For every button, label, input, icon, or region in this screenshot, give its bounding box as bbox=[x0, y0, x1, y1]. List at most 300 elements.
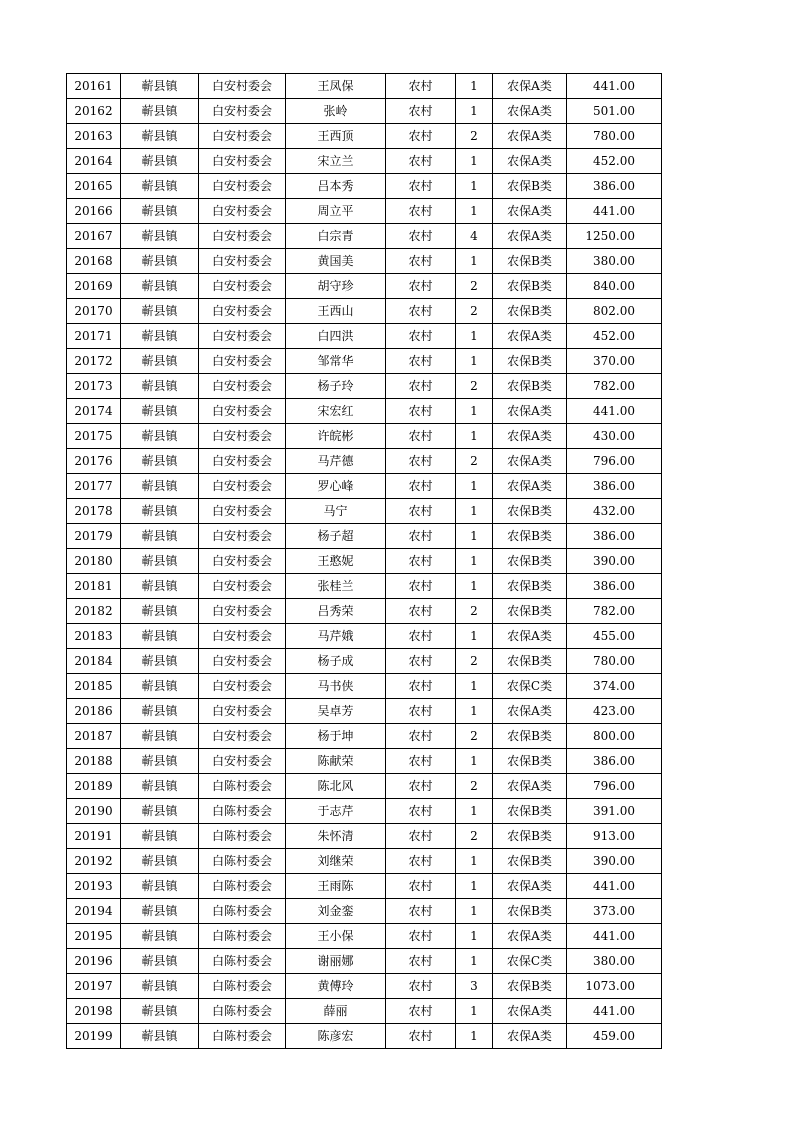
cell-category: 农保A类 bbox=[493, 424, 567, 449]
cell-count: 1 bbox=[456, 474, 493, 499]
cell-name: 杨子成 bbox=[286, 649, 386, 674]
cell-count: 1 bbox=[456, 799, 493, 824]
cell-amount: 386.00 bbox=[567, 474, 662, 499]
cell-category: 农保A类 bbox=[493, 924, 567, 949]
cell-count: 1 bbox=[456, 349, 493, 374]
cell-area: 农村 bbox=[386, 324, 456, 349]
cell-village: 白陈村委会 bbox=[199, 899, 286, 924]
cell-name: 胡守珍 bbox=[286, 274, 386, 299]
cell-town: 蕲县镇 bbox=[121, 349, 199, 374]
cell-count: 1 bbox=[456, 174, 493, 199]
table-row bbox=[67, 949, 662, 974]
cell-id: 20193 bbox=[67, 874, 121, 899]
cell-category: 农保A类 bbox=[493, 449, 567, 474]
cell-category: 农保A类 bbox=[493, 399, 567, 424]
cell-village: 白安村委会 bbox=[199, 424, 286, 449]
cell-village: 白安村委会 bbox=[199, 549, 286, 574]
cell-town: 蕲县镇 bbox=[121, 124, 199, 149]
cell-id: 20195 bbox=[67, 924, 121, 949]
table-row bbox=[67, 374, 662, 399]
cell-town: 蕲县镇 bbox=[121, 949, 199, 974]
cell-id: 20163 bbox=[67, 124, 121, 149]
cell-town: 蕲县镇 bbox=[121, 324, 199, 349]
cell-id: 20186 bbox=[67, 699, 121, 724]
cell-area: 农村 bbox=[386, 249, 456, 274]
cell-name: 白四洪 bbox=[286, 324, 386, 349]
cell-amount: 441.00 bbox=[567, 874, 662, 899]
cell-category: 农保A类 bbox=[493, 149, 567, 174]
cell-area: 农村 bbox=[386, 99, 456, 124]
cell-village: 白陈村委会 bbox=[199, 924, 286, 949]
cell-area: 农村 bbox=[386, 924, 456, 949]
cell-amount: 386.00 bbox=[567, 574, 662, 599]
cell-area: 农村 bbox=[386, 399, 456, 424]
cell-town: 蕲县镇 bbox=[121, 249, 199, 274]
cell-town: 蕲县镇 bbox=[121, 974, 199, 999]
cell-name: 陈北风 bbox=[286, 774, 386, 799]
cell-area: 农村 bbox=[386, 974, 456, 999]
cell-count: 1 bbox=[456, 149, 493, 174]
cell-village: 白陈村委会 bbox=[199, 799, 286, 824]
cell-town: 蕲县镇 bbox=[121, 74, 199, 99]
cell-category: 农保B类 bbox=[493, 574, 567, 599]
cell-name: 张岭 bbox=[286, 99, 386, 124]
cell-id: 20187 bbox=[67, 724, 121, 749]
cell-town: 蕲县镇 bbox=[121, 299, 199, 324]
cell-name: 朱怀清 bbox=[286, 824, 386, 849]
cell-amount: 441.00 bbox=[567, 199, 662, 224]
table-row bbox=[67, 824, 662, 849]
table-row bbox=[67, 724, 662, 749]
cell-amount: 796.00 bbox=[567, 774, 662, 799]
cell-name: 陈献荣 bbox=[286, 749, 386, 774]
cell-category: 农保A类 bbox=[493, 224, 567, 249]
cell-village: 白安村委会 bbox=[199, 174, 286, 199]
cell-count: 1 bbox=[456, 424, 493, 449]
cell-category: 农保B类 bbox=[493, 649, 567, 674]
cell-id: 20183 bbox=[67, 624, 121, 649]
table-row bbox=[67, 649, 662, 674]
table-row bbox=[67, 774, 662, 799]
cell-count: 1 bbox=[456, 949, 493, 974]
cell-village: 白安村委会 bbox=[199, 599, 286, 624]
cell-amount: 780.00 bbox=[567, 649, 662, 674]
cell-area: 农村 bbox=[386, 624, 456, 649]
cell-town: 蕲县镇 bbox=[121, 524, 199, 549]
cell-amount: 1250.00 bbox=[567, 224, 662, 249]
cell-name: 杨子超 bbox=[286, 524, 386, 549]
cell-category: 农保B类 bbox=[493, 174, 567, 199]
cell-amount: 441.00 bbox=[567, 74, 662, 99]
cell-name: 刘继荣 bbox=[286, 849, 386, 874]
cell-id: 20166 bbox=[67, 199, 121, 224]
cell-name: 王憨妮 bbox=[286, 549, 386, 574]
cell-amount: 441.00 bbox=[567, 999, 662, 1024]
cell-village: 白安村委会 bbox=[199, 99, 286, 124]
cell-count: 2 bbox=[456, 774, 493, 799]
cell-id: 20181 bbox=[67, 574, 121, 599]
cell-village: 白安村委会 bbox=[199, 349, 286, 374]
cell-count: 1 bbox=[456, 924, 493, 949]
cell-area: 农村 bbox=[386, 899, 456, 924]
cell-count: 1 bbox=[456, 999, 493, 1024]
cell-amount: 373.00 bbox=[567, 899, 662, 924]
cell-count: 1 bbox=[456, 749, 493, 774]
cell-amount: 441.00 bbox=[567, 924, 662, 949]
cell-village: 白安村委会 bbox=[199, 499, 286, 524]
cell-area: 农村 bbox=[386, 74, 456, 99]
cell-area: 农村 bbox=[386, 474, 456, 499]
cell-count: 2 bbox=[456, 824, 493, 849]
cell-id: 20164 bbox=[67, 149, 121, 174]
cell-count: 2 bbox=[456, 724, 493, 749]
table-row bbox=[67, 324, 662, 349]
cell-count: 1 bbox=[456, 249, 493, 274]
cell-town: 蕲县镇 bbox=[121, 499, 199, 524]
cell-id: 20197 bbox=[67, 974, 121, 999]
cell-count: 2 bbox=[456, 649, 493, 674]
cell-village: 白陈村委会 bbox=[199, 974, 286, 999]
cell-category: 农保B类 bbox=[493, 824, 567, 849]
cell-village: 白安村委会 bbox=[199, 699, 286, 724]
cell-town: 蕲县镇 bbox=[121, 424, 199, 449]
table-row bbox=[67, 549, 662, 574]
cell-id: 20167 bbox=[67, 224, 121, 249]
cell-area: 农村 bbox=[386, 524, 456, 549]
cell-village: 白安村委会 bbox=[199, 399, 286, 424]
cell-id: 20168 bbox=[67, 249, 121, 274]
cell-amount: 391.00 bbox=[567, 799, 662, 824]
cell-category: 农保A类 bbox=[493, 324, 567, 349]
cell-town: 蕲县镇 bbox=[121, 549, 199, 574]
cell-amount: 390.00 bbox=[567, 849, 662, 874]
cell-id: 20196 bbox=[67, 949, 121, 974]
cell-name: 陈彦宏 bbox=[286, 1024, 386, 1049]
cell-amount: 423.00 bbox=[567, 699, 662, 724]
table-row bbox=[67, 399, 662, 424]
cell-name: 薛丽 bbox=[286, 999, 386, 1024]
cell-amount: 386.00 bbox=[567, 524, 662, 549]
cell-count: 1 bbox=[456, 874, 493, 899]
cell-id: 20161 bbox=[67, 74, 121, 99]
cell-category: 农保B类 bbox=[493, 499, 567, 524]
cell-amount: 430.00 bbox=[567, 424, 662, 449]
table-row bbox=[67, 349, 662, 374]
cell-count: 2 bbox=[456, 299, 493, 324]
cell-town: 蕲县镇 bbox=[121, 924, 199, 949]
cell-name: 王西顶 bbox=[286, 124, 386, 149]
table-row bbox=[67, 174, 662, 199]
cell-area: 农村 bbox=[386, 949, 456, 974]
cell-category: 农保B类 bbox=[493, 549, 567, 574]
cell-count: 4 bbox=[456, 224, 493, 249]
cell-count: 1 bbox=[456, 199, 493, 224]
cell-id: 20194 bbox=[67, 899, 121, 924]
cell-area: 农村 bbox=[386, 424, 456, 449]
table-row bbox=[67, 274, 662, 299]
cell-category: 农保A类 bbox=[493, 124, 567, 149]
cell-name: 谢丽娜 bbox=[286, 949, 386, 974]
cell-town: 蕲县镇 bbox=[121, 749, 199, 774]
cell-count: 1 bbox=[456, 499, 493, 524]
table-row bbox=[67, 224, 662, 249]
cell-town: 蕲县镇 bbox=[121, 724, 199, 749]
cell-area: 农村 bbox=[386, 149, 456, 174]
cell-area: 农村 bbox=[386, 449, 456, 474]
cell-category: 农保B类 bbox=[493, 274, 567, 299]
cell-count: 1 bbox=[456, 524, 493, 549]
cell-amount: 380.00 bbox=[567, 249, 662, 274]
cell-village: 白安村委会 bbox=[199, 749, 286, 774]
cell-name: 马书侠 bbox=[286, 674, 386, 699]
table-row bbox=[67, 799, 662, 824]
cell-area: 农村 bbox=[386, 824, 456, 849]
cell-town: 蕲县镇 bbox=[121, 274, 199, 299]
cell-village: 白安村委会 bbox=[199, 649, 286, 674]
table-row bbox=[67, 524, 662, 549]
table-row bbox=[67, 149, 662, 174]
cell-area: 农村 bbox=[386, 599, 456, 624]
cell-town: 蕲县镇 bbox=[121, 199, 199, 224]
cell-area: 农村 bbox=[386, 874, 456, 899]
cell-town: 蕲县镇 bbox=[121, 374, 199, 399]
cell-id: 20162 bbox=[67, 99, 121, 124]
cell-area: 农村 bbox=[386, 124, 456, 149]
cell-name: 邹常华 bbox=[286, 349, 386, 374]
cell-count: 2 bbox=[456, 449, 493, 474]
cell-area: 农村 bbox=[386, 349, 456, 374]
cell-category: 农保B类 bbox=[493, 799, 567, 824]
table-row bbox=[67, 999, 662, 1024]
cell-town: 蕲县镇 bbox=[121, 99, 199, 124]
table-row bbox=[67, 849, 662, 874]
cell-id: 20190 bbox=[67, 799, 121, 824]
cell-amount: 782.00 bbox=[567, 599, 662, 624]
cell-town: 蕲县镇 bbox=[121, 649, 199, 674]
cell-town: 蕲县镇 bbox=[121, 399, 199, 424]
cell-category: 农保A类 bbox=[493, 699, 567, 724]
cell-category: 农保B类 bbox=[493, 299, 567, 324]
cell-count: 3 bbox=[456, 974, 493, 999]
cell-town: 蕲县镇 bbox=[121, 824, 199, 849]
cell-name: 黄傅玲 bbox=[286, 974, 386, 999]
cell-village: 白安村委会 bbox=[199, 624, 286, 649]
cell-count: 1 bbox=[456, 574, 493, 599]
cell-village: 白安村委会 bbox=[199, 474, 286, 499]
cell-town: 蕲县镇 bbox=[121, 699, 199, 724]
table-row bbox=[67, 974, 662, 999]
cell-area: 农村 bbox=[386, 174, 456, 199]
cell-area: 农村 bbox=[386, 799, 456, 824]
cell-count: 1 bbox=[456, 399, 493, 424]
cell-count: 1 bbox=[456, 899, 493, 924]
cell-town: 蕲县镇 bbox=[121, 674, 199, 699]
cell-name: 马芹娥 bbox=[286, 624, 386, 649]
cell-name: 宋宏红 bbox=[286, 399, 386, 424]
cell-village: 白安村委会 bbox=[199, 724, 286, 749]
table-row bbox=[67, 424, 662, 449]
cell-id: 20173 bbox=[67, 374, 121, 399]
cell-amount: 796.00 bbox=[567, 449, 662, 474]
cell-village: 白陈村委会 bbox=[199, 949, 286, 974]
cell-village: 白安村委会 bbox=[199, 674, 286, 699]
table-row bbox=[67, 499, 662, 524]
cell-area: 农村 bbox=[386, 224, 456, 249]
table-row bbox=[67, 199, 662, 224]
cell-area: 农村 bbox=[386, 549, 456, 574]
cell-name: 刘金銮 bbox=[286, 899, 386, 924]
cell-category: 农保B类 bbox=[493, 599, 567, 624]
cell-count: 2 bbox=[456, 599, 493, 624]
cell-id: 20176 bbox=[67, 449, 121, 474]
cell-name: 杨子玲 bbox=[286, 374, 386, 399]
cell-town: 蕲县镇 bbox=[121, 999, 199, 1024]
cell-id: 20189 bbox=[67, 774, 121, 799]
cell-name: 吕秀荣 bbox=[286, 599, 386, 624]
cell-count: 1 bbox=[456, 99, 493, 124]
cell-amount: 1073.00 bbox=[567, 974, 662, 999]
table-row bbox=[67, 99, 662, 124]
cell-name: 白宗青 bbox=[286, 224, 386, 249]
cell-village: 白陈村委会 bbox=[199, 774, 286, 799]
cell-amount: 459.00 bbox=[567, 1024, 662, 1049]
table-row bbox=[67, 449, 662, 474]
cell-town: 蕲县镇 bbox=[121, 224, 199, 249]
cell-amount: 455.00 bbox=[567, 624, 662, 649]
cell-amount: 432.00 bbox=[567, 499, 662, 524]
cell-id: 20192 bbox=[67, 849, 121, 874]
cell-area: 农村 bbox=[386, 499, 456, 524]
cell-category: 农保A类 bbox=[493, 624, 567, 649]
cell-town: 蕲县镇 bbox=[121, 849, 199, 874]
cell-id: 20170 bbox=[67, 299, 121, 324]
cell-area: 农村 bbox=[386, 999, 456, 1024]
cell-category: 农保A类 bbox=[493, 74, 567, 99]
cell-amount: 380.00 bbox=[567, 949, 662, 974]
cell-count: 2 bbox=[456, 374, 493, 399]
cell-village: 白安村委会 bbox=[199, 374, 286, 399]
cell-amount: 501.00 bbox=[567, 99, 662, 124]
table-row bbox=[67, 599, 662, 624]
cell-name: 宋立兰 bbox=[286, 149, 386, 174]
cell-category: 农保B类 bbox=[493, 899, 567, 924]
cell-name: 杨于坤 bbox=[286, 724, 386, 749]
table-row bbox=[67, 699, 662, 724]
cell-category: 农保A类 bbox=[493, 1024, 567, 1049]
cell-village: 白陈村委会 bbox=[199, 1024, 286, 1049]
cell-amount: 780.00 bbox=[567, 124, 662, 149]
cell-name: 周立平 bbox=[286, 199, 386, 224]
cell-count: 1 bbox=[456, 624, 493, 649]
cell-id: 20175 bbox=[67, 424, 121, 449]
cell-category: 农保A类 bbox=[493, 474, 567, 499]
cell-town: 蕲县镇 bbox=[121, 799, 199, 824]
table-row bbox=[67, 249, 662, 274]
cell-amount: 452.00 bbox=[567, 324, 662, 349]
cell-village: 白安村委会 bbox=[199, 324, 286, 349]
table-row bbox=[67, 899, 662, 924]
cell-name: 吕本秀 bbox=[286, 174, 386, 199]
cell-area: 农村 bbox=[386, 299, 456, 324]
cell-count: 2 bbox=[456, 124, 493, 149]
cell-amount: 802.00 bbox=[567, 299, 662, 324]
table-row bbox=[67, 624, 662, 649]
cell-town: 蕲县镇 bbox=[121, 899, 199, 924]
cell-category: 农保C类 bbox=[493, 674, 567, 699]
cell-amount: 913.00 bbox=[567, 824, 662, 849]
cell-category: 农保B类 bbox=[493, 524, 567, 549]
table-body bbox=[67, 74, 662, 1049]
cell-amount: 800.00 bbox=[567, 724, 662, 749]
cell-name: 王西山 bbox=[286, 299, 386, 324]
cell-town: 蕲县镇 bbox=[121, 874, 199, 899]
cell-area: 农村 bbox=[386, 274, 456, 299]
cell-id: 20171 bbox=[67, 324, 121, 349]
benefits-table bbox=[66, 73, 662, 1049]
cell-category: 农保B类 bbox=[493, 974, 567, 999]
cell-count: 1 bbox=[456, 1024, 493, 1049]
cell-name: 黄国美 bbox=[286, 249, 386, 274]
cell-category: 农保B类 bbox=[493, 374, 567, 399]
cell-name: 王小保 bbox=[286, 924, 386, 949]
table-row bbox=[67, 299, 662, 324]
cell-category: 农保A类 bbox=[493, 999, 567, 1024]
cell-category: 农保A类 bbox=[493, 199, 567, 224]
cell-category: 农保A类 bbox=[493, 874, 567, 899]
cell-name: 罗心峰 bbox=[286, 474, 386, 499]
cell-village: 白安村委会 bbox=[199, 199, 286, 224]
cell-area: 农村 bbox=[386, 374, 456, 399]
cell-village: 白安村委会 bbox=[199, 524, 286, 549]
cell-amount: 386.00 bbox=[567, 174, 662, 199]
cell-count: 1 bbox=[456, 849, 493, 874]
cell-id: 20198 bbox=[67, 999, 121, 1024]
cell-area: 农村 bbox=[386, 649, 456, 674]
cell-village: 白陈村委会 bbox=[199, 824, 286, 849]
cell-id: 20179 bbox=[67, 524, 121, 549]
cell-village: 白安村委会 bbox=[199, 249, 286, 274]
cell-area: 农村 bbox=[386, 774, 456, 799]
table-row bbox=[67, 74, 662, 99]
cell-town: 蕲县镇 bbox=[121, 1024, 199, 1049]
cell-id: 20180 bbox=[67, 549, 121, 574]
cell-village: 白安村委会 bbox=[199, 74, 286, 99]
cell-count: 1 bbox=[456, 74, 493, 99]
cell-category: 农保B类 bbox=[493, 724, 567, 749]
cell-name: 张桂兰 bbox=[286, 574, 386, 599]
table-row bbox=[67, 674, 662, 699]
cell-village: 白安村委会 bbox=[199, 274, 286, 299]
cell-category: 农保B类 bbox=[493, 249, 567, 274]
cell-town: 蕲县镇 bbox=[121, 449, 199, 474]
cell-amount: 782.00 bbox=[567, 374, 662, 399]
cell-id: 20177 bbox=[67, 474, 121, 499]
cell-area: 农村 bbox=[386, 724, 456, 749]
cell-count: 1 bbox=[456, 699, 493, 724]
cell-category: 农保B类 bbox=[493, 349, 567, 374]
cell-category: 农保C类 bbox=[493, 949, 567, 974]
cell-id: 20185 bbox=[67, 674, 121, 699]
cell-area: 农村 bbox=[386, 849, 456, 874]
cell-name: 马芹德 bbox=[286, 449, 386, 474]
cell-town: 蕲县镇 bbox=[121, 149, 199, 174]
cell-name: 马宁 bbox=[286, 499, 386, 524]
cell-id: 20184 bbox=[67, 649, 121, 674]
cell-town: 蕲县镇 bbox=[121, 474, 199, 499]
cell-count: 1 bbox=[456, 324, 493, 349]
cell-id: 20182 bbox=[67, 599, 121, 624]
cell-village: 白安村委会 bbox=[199, 149, 286, 174]
